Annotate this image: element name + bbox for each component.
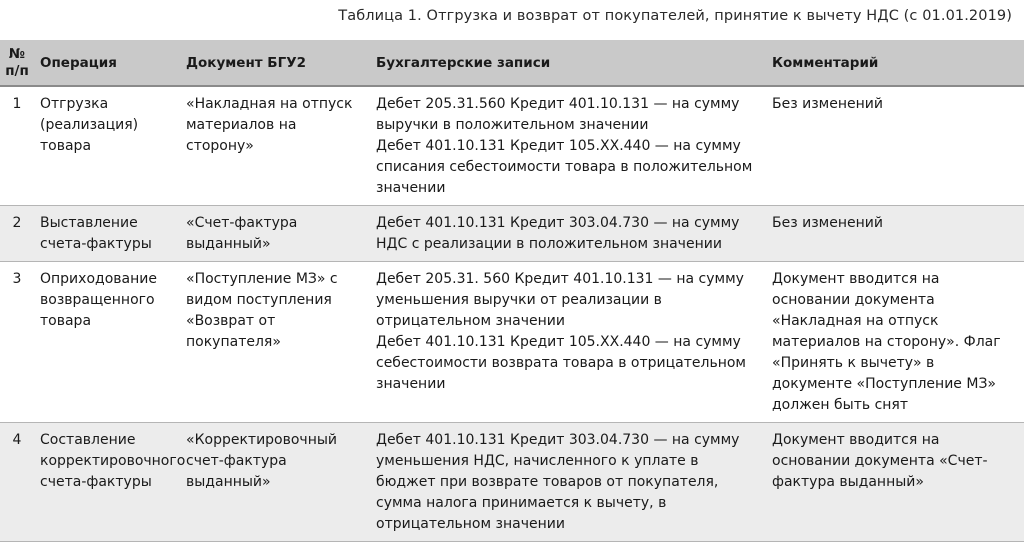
row-comment: Без изменений [766,206,1024,262]
header-num [0,40,34,86]
record-entry: Дебет 401.10.131 Кредит 105.XX.440 — на сумму списания себестоимости товара в положительном значении [376,138,753,196]
row-document: «Счет-фактура выданный» [180,206,370,262]
header-num-line1: № [8,45,26,62]
header-comment: Комментарий [766,40,1024,86]
header-operation: Операция [34,40,180,86]
table-row [0,262,1024,423]
header-records: Бухгалтерские записи [370,40,766,86]
header-row [0,40,1024,86]
record-entry: Дебет 401.10.131 Кредит 303.04.730 — на сумму уменьшения НДС, начисленного к уплате в бюджет при возврате товаров от покупателя, сумма налога принимается к вычету, в отрицательном значении [376,432,740,532]
table-row [0,86,1024,206]
row-operation: Оприходование возвращенного товара [34,262,180,423]
table-body [0,86,1024,542]
row-records [370,262,766,423]
row-comment: Документ вводится на основании документа «Счет-фактура выданный» [766,423,1024,542]
header-document: Документ БГУ2 [180,40,370,86]
record-entry: Дебет 205.31. 560 Кредит 401.10.131 — на сумму уменьшения выручки от реализации в отрицательном значении [376,271,744,329]
table-header [0,40,1024,86]
row-operation: Составление корректировочного счета-фактуры [34,423,180,542]
row-records [370,86,766,206]
row-document: «Корректировочный счет-фактура выданный» [180,423,370,542]
table-row [0,423,1024,542]
row-num: 4 [0,423,34,542]
record-entry: Дебет 401.10.131 Кредит 303.04.730 — на сумму НДС с реализации в положительном значении [376,215,740,252]
row-comment: Без изменений [766,86,1024,206]
table-caption: Таблица 1. Отгрузка и возврат от покупателей, принятие к вычету НДС (с 01.01.2019) [338,8,1012,24]
row-document: «Поступление МЗ» с видом поступления «Возврат от покупателя» [180,262,370,423]
row-num: 1 [0,86,34,206]
row-document: «Накладная на отпуск материалов на сторону» [180,86,370,206]
row-num: 2 [0,206,34,262]
row-records [370,423,766,542]
record-entry: Дебет 205.31.560 Кредит 401.10.131 — на сумму выручки в положительном значении [376,96,740,133]
record-entry: Дебет 401.10.131 Кредит 105.XX.440 — на сумму себестоимости возврата товара в отрицательном значении [376,334,746,392]
row-operation: Отгрузка (реализация) товара [34,86,180,206]
header-num-line2: п/п [5,62,29,79]
row-num: 3 [0,262,34,423]
row-operation: Выставление счета-фактуры [34,206,180,262]
row-comment: Документ вводится на основании документа «Накладная на отпуск материалов на сторону». Флаг «Принять к вычету» в документе «Поступление МЗ» должен быть снят [766,262,1024,423]
row-records [370,206,766,262]
table-row [0,206,1024,262]
vat-table [0,40,1024,542]
